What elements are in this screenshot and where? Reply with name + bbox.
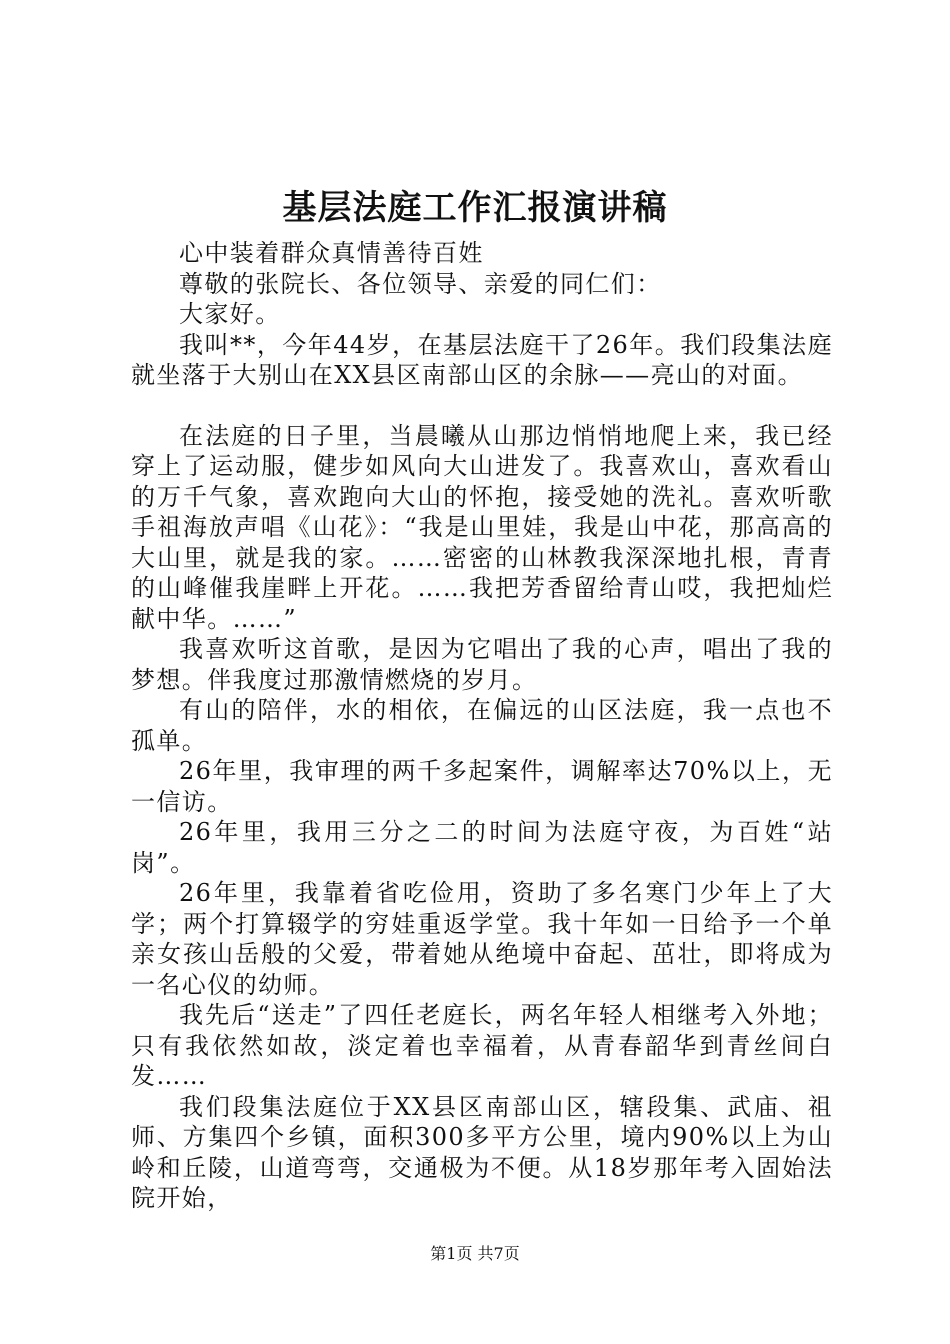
document-body — [131, 238, 833, 1214]
body-paragraph: 26年里，我靠着省吃俭用，资助了多名寒门少年上了大学；两个打算辍学的穷娃重返学堂。我十年如一日给予一个单亲女孩山岳般的父爱，带着她从绝境中奋起、茁壮，即将成为一名心仪的幼师。 — [131, 879, 833, 999]
greeting-paragraph: 大家好。 — [179, 300, 281, 328]
body-paragraph: 我叫**，今年44岁，在基层法庭干了26年。我们段集法庭就坐落于大别山在XX县区南部山区的余脉——亮山的对面。 — [131, 330, 833, 389]
body-paragraph: 我喜欢听这首歌，是因为它唱出了我的心声，唱出了我的梦想。伴我度过那激情燃烧的岁月。 — [131, 635, 833, 694]
page-footer: 第1页 共7页 — [430, 1244, 520, 1263]
body-paragraph: 在法庭的日子里，当晨曦从山那边悄悄地爬上来，我已经穿上了运动服，健步如风向大山进发了。我喜欢山，喜欢看山的万千气象，喜欢跑向大山的怀抱，接受她的洗礼。喜欢听歌手祖海放声唱《山花》：“我是山里娃，我是山中花，那高高的大山里，就是我的家。……密密的山林教我深深地扎根，青青的山峰催我崖畔上开花。……我把芳香留给青山哎，我把灿烂献中华。……” — [131, 421, 833, 633]
salutation-paragraph: 尊敬的张院长、各位领导、亲爱的同仁们： — [179, 269, 662, 298]
subtitle-paragraph: 心中装着群众真情善待百姓 — [179, 239, 484, 267]
body-paragraph: 我先后“送走”了四任老庭长，两名年轻人相继考入外地；只有我依然如故，淡定着也幸福着，从青春韶华到青丝间白发…… — [131, 1001, 833, 1090]
body-paragraph: 26年里，我用三分之二的时间为法庭守夜，为百姓“站岗”。 — [131, 818, 833, 877]
body-paragraph: 有山的陪伴，水的相依，在偏远的山区法庭，我一点也不孤单。 — [131, 696, 833, 755]
body-paragraph: 我们段集法庭位于XX县区南部山区，辖段集、武庙、祖师、方集四个乡镇，面积300多平方公里，境内90%以上为山岭和丘陵，山道弯弯，交通极为不便。从18岁那年考入固始法院开始， — [131, 1092, 833, 1212]
document-title: 基层法庭工作汇报演讲稿 — [282, 188, 668, 228]
body-paragraph: 26年里，我审理的两千多起案件，调解率达70%以上，无一信访。 — [131, 757, 833, 816]
